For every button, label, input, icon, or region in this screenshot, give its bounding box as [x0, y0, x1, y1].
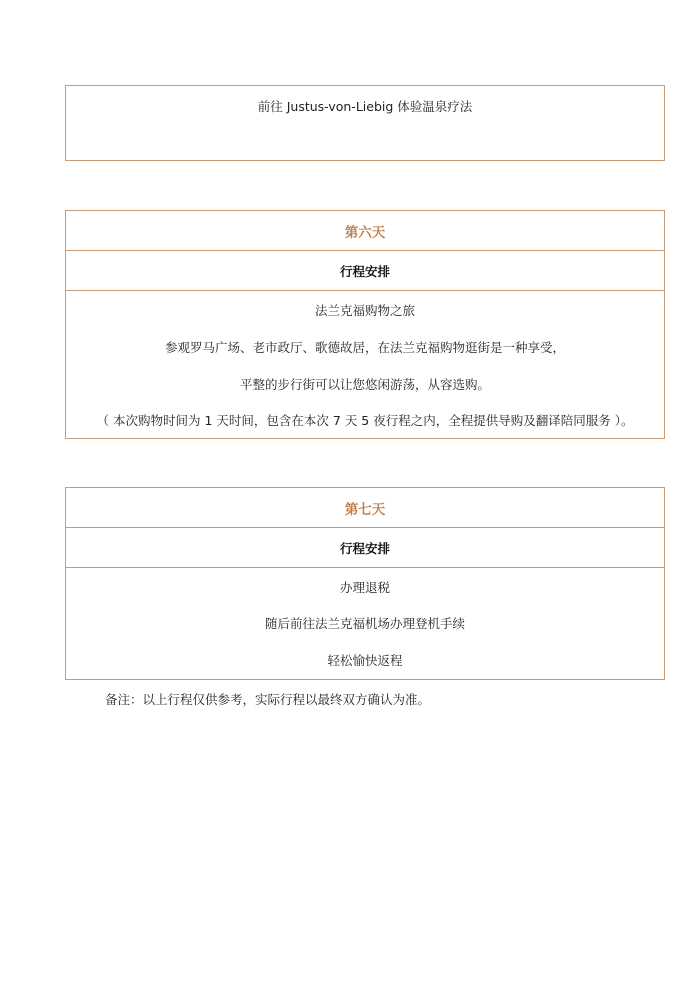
- remark-note: 备注：以上行程仅供参考，实际行程以最终双方确认为准。: [105, 692, 431, 707]
- day6-line-2: 参观罗马广场、老市政厅、歌德故居，在法兰克福购物逛街是一种享受，: [164, 340, 565, 355]
- day7-title: 第七天: [66, 488, 664, 528]
- day7-subtitle: 行程安排: [66, 528, 664, 568]
- day7-line-2: 随后前往法兰克福机场办理登机手续: [264, 616, 465, 631]
- day7-content: [66, 568, 664, 681]
- day6-title: 第六天: [66, 211, 664, 251]
- day6-subtitle: 行程安排: [66, 251, 664, 291]
- top-itinerary-box: [65, 85, 665, 161]
- top-itinerary-text: 前往 Justus-von-Liebig 体验温泉疗法: [257, 99, 473, 114]
- day6-line-4: （ 本次购物时间为 1 天时间，包含在本次 7 天 5 夜行程之内，全程提供导购及翻译陪同服务 ）。: [96, 413, 634, 428]
- day6-line-1: 法兰克福购物之旅: [314, 303, 415, 318]
- day6-line-3: 平整的步行街可以让您悠闲游荡，从容选购。: [239, 377, 490, 392]
- day7-line-1: 办理退税: [339, 580, 390, 595]
- day6-content: [66, 291, 664, 440]
- day7-table: [65, 487, 665, 680]
- day7-line-3: 轻松愉快返程: [327, 653, 403, 668]
- day6-table: [65, 210, 665, 439]
